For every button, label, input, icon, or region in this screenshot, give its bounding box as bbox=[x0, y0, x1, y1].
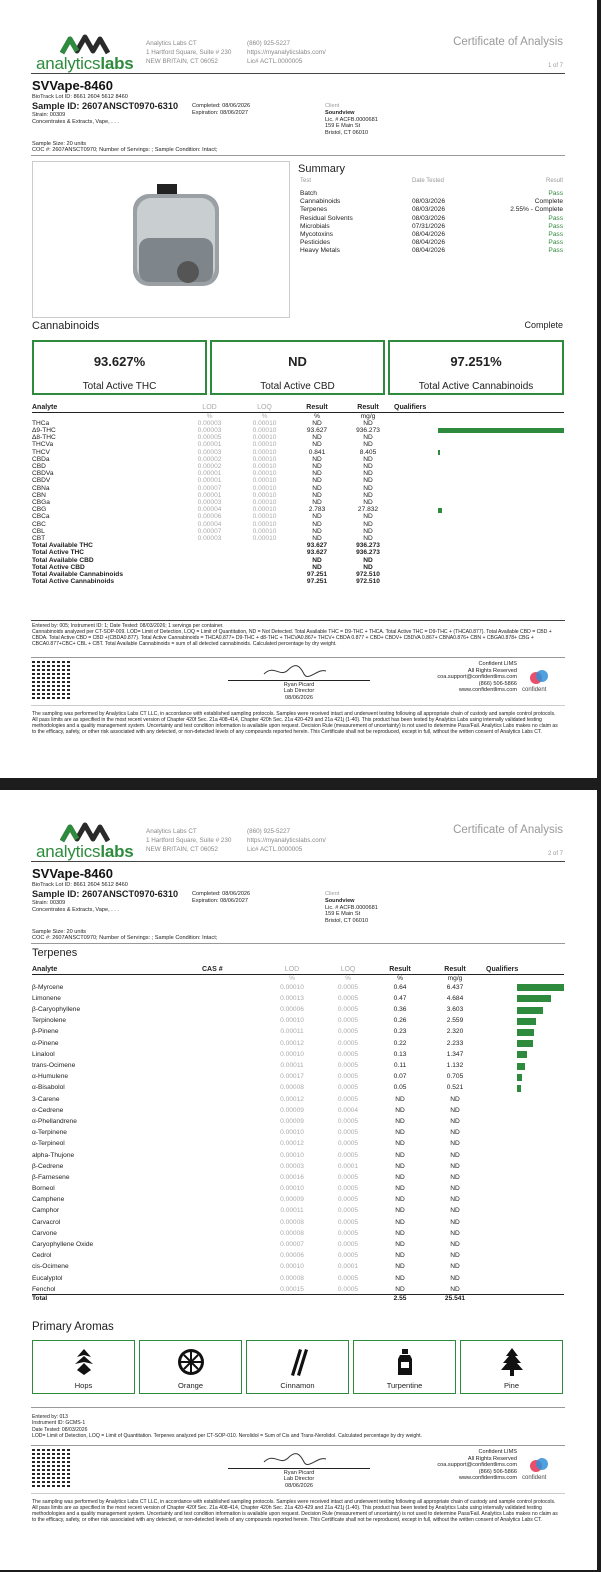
client-info: Client Soundview Lic. # ACFB.0000681 159 E Main St Bristol, CT 06010 bbox=[325, 891, 378, 925]
table-row: α-Pinene 0.00012 0.0005 0.22 2.233 bbox=[32, 1039, 464, 1047]
turpentine-icon bbox=[354, 1341, 455, 1382]
result-bar bbox=[517, 1040, 533, 1047]
lab-address: Analytics Labs CT 1 Hartford Square, Suite # 230 NEW BRITAIN, CT 06052 bbox=[146, 828, 232, 853]
expiration-date: Expiration: 08/06/2027 bbox=[192, 898, 248, 904]
cannabinoid-notes: Entered by: 005; Instrument ID: 1; Date Tested: 08/03/2026; 1 servings per container. Cannabinoids analyzed per CT-SOP-009. LOD= Limit of Detection, LOQ = Limit of Quantitation, ND = Not Detected. Total Available THC = D9-THC + THCA. Total Active THC = D9-THC + (THCA0.877). Total Available CBD = CBD + CBDA. Total Active CBD = CBD +(CBDA0.877). Total Active Cannabinoids = THCA0.877+ D9-THC + d8-THC + THCVA0.867+ THCV+ CBDA 0.877 + CBD+ CBDV+ CBDVA 0.867+ CBNA0.876+ CBN + CBGA0.878+ CBG + CBCA0.877+CBC+ CBL + CBT. Total Available Cannabinoids = sum of all detected cannabinoids. Calculated percentage by dry weight. bbox=[32, 623, 552, 647]
category: Concentrates & Extracts, Vape, . . . bbox=[32, 119, 119, 125]
table-row: CBCa 0.00006 0.00010 ND ND bbox=[32, 513, 373, 521]
confident-brand: confident bbox=[522, 1475, 547, 1481]
client-info: Client Soundview Lic. # ACFB.0000681 159 E Main St Bristol, CT 06010 bbox=[325, 103, 378, 137]
summary-row: Residual Solvents 08/03/2026 Pass bbox=[300, 214, 563, 222]
coa-page-1 bbox=[0, 0, 597, 778]
summary-row: Terpenes 08/03/2026 2.55% - Complete bbox=[300, 206, 563, 214]
summary-title: Summary bbox=[298, 163, 346, 175]
total-row: Total Available THC 93.627 936.273 bbox=[32, 542, 380, 550]
strain: Strain: 00309 bbox=[32, 900, 66, 906]
table-row: Δ8-THC 0.00005 0.00010 ND ND bbox=[32, 434, 373, 442]
sample-size: Sample Size: 20 units bbox=[32, 929, 87, 935]
qr-code[interactable] bbox=[32, 661, 70, 699]
terpene-notes: Entered by: 013 Instrument ID: GCMS-1 Date Tested: 08/03/2026 LOD= Limit of Detection, LOQ = Limit of Quantitation. Terpenes analyzed per CT-SOP-010. Nerolidol = Sum of Cis and Trans-Nerolidol. Calculated percentage by dry weight. bbox=[32, 1414, 422, 1440]
table-row: Borneol 0.00010 0.0005 ND ND bbox=[32, 1185, 460, 1193]
summary-row: Pesticides 08/04/2026 Pass bbox=[300, 239, 563, 247]
table-row: α-Terpinene 0.00010 0.0005 ND ND bbox=[32, 1129, 460, 1137]
summary-row: Cannabinoids 08/03/2026 Complete bbox=[300, 198, 563, 206]
table-row: β-Pinene 0.00011 0.0005 0.23 2.320 bbox=[32, 1028, 464, 1036]
confident-logo-icon bbox=[528, 1456, 550, 1474]
signature-block: Ryan Picard Lab Director 08/06/2026 bbox=[283, 1470, 315, 1489]
table-row: β-Cedrene 0.00003 0.0001 ND ND bbox=[32, 1162, 460, 1170]
terpenes-title: Terpenes bbox=[32, 947, 78, 959]
result-bar bbox=[517, 1074, 522, 1081]
table-row: Camphor 0.00011 0.0005 ND ND bbox=[32, 1207, 460, 1215]
result-bar bbox=[517, 1029, 534, 1036]
page-number: 1 of 7 bbox=[547, 63, 563, 69]
logo-wordmark: analyticslabs bbox=[36, 54, 134, 73]
disclaimer: The sampling was performed by Analytics Labs CT LLC, in accordance with established sampling protocols. Samples were received intact and underwent testing following all appropriate chain of custody and sample control protocols. All pass limits are as specified in the most recent version of Chapter 420f Sec. 21a 408-414, Chapter 420h Sec. 21a 420-429 and 21a 421j (1-40). This product has been tested by Analytics Labs using internally validated testing methodologies and a quality management system. Uncertainty and test condition information is available upon request. Decision Rule (measurement of uncertainty) is not used to determine Pass/Fail. Analytics Labs makes no claim as to the efficacy, safety, or other risk associated with any detected, or non-detected levels of any compounds reported herein. This Certificate shall not be reproduced, except in full, without the written consent of Analytics Labs CT. bbox=[32, 1499, 558, 1523]
signature-image bbox=[260, 662, 330, 680]
biotrack-id: BioTrack Lot ID: 8661 2604 5612 8460 bbox=[32, 94, 128, 100]
total-row: Total Available Cannabinoids 97.251 972.510 bbox=[32, 570, 380, 578]
table-row: cis-Ocimene 0.00010 0.0001 ND ND bbox=[32, 1263, 460, 1271]
table-row: Linalool 0.00010 0.0005 0.13 1.347 bbox=[32, 1050, 464, 1058]
sample-id: Sample ID: 2607ANSCT0970-6310 bbox=[32, 889, 179, 899]
lab-url-link[interactable]: https://myanalyticslabs.com/ bbox=[247, 49, 326, 56]
table-row: CBT 0.00003 0.00010 ND ND bbox=[32, 534, 373, 542]
analytics-labs-logo-icon bbox=[60, 33, 110, 55]
units-row: % % % mg/g bbox=[206, 412, 376, 420]
cannabinoids-status: Complete bbox=[524, 320, 563, 330]
table-row: α-Phellandrene 0.00009 0.0005 ND ND bbox=[32, 1117, 460, 1125]
coc-info: COC #: 2607ANSCT0970; Number of Servings: ; Sample Condition: Intact; bbox=[32, 935, 218, 941]
table-row: CBGa 0.00003 0.00010 ND ND bbox=[32, 498, 373, 506]
table-row: Camphene 0.00009 0.0005 ND ND bbox=[32, 1196, 460, 1204]
sample-id: Sample ID: 2607ANSCT0970-6310 bbox=[32, 101, 179, 111]
orange-icon bbox=[140, 1341, 241, 1382]
divider bbox=[31, 73, 565, 74]
table-row: CBC 0.00004 0.00010 ND ND bbox=[32, 520, 373, 528]
result-bar bbox=[517, 995, 551, 1002]
table-row: Eucalyptol 0.00008 0.0005 ND ND bbox=[32, 1274, 460, 1282]
strain: Strain: 00309 bbox=[32, 112, 66, 118]
qr-code[interactable] bbox=[32, 1449, 70, 1487]
table-row: Fenchol 0.00015 0.0005 ND ND bbox=[32, 1285, 460, 1293]
total-row: Total Active THC 93.627 936.273 bbox=[32, 549, 380, 557]
table-row: α-Bisabolol 0.00008 0.0005 0.05 0.521 bbox=[32, 1084, 464, 1092]
cinnamon-icon bbox=[247, 1341, 348, 1382]
lab-address: Analytics Labs CT 1 Hartford Square, Suite # 230 NEW BRITAIN, CT 06052 bbox=[146, 40, 232, 65]
aroma-orange: Orange bbox=[139, 1340, 242, 1394]
coc-info: COC #: 2607ANSCT0970; Number of Servings: ; Sample Condition: Intact; bbox=[32, 147, 218, 153]
table-row: CBL 0.00007 0.00010 ND ND bbox=[32, 527, 373, 535]
aroma-hops: Hops bbox=[32, 1340, 135, 1394]
table-row: trans-Ocimene 0.00011 0.0005 0.11 1.132 bbox=[32, 1062, 464, 1069]
table-row: 3-Carene 0.00012 0.0005 ND ND bbox=[32, 1095, 460, 1103]
table-row: THCVa 0.00001 0.00010 ND ND bbox=[32, 441, 373, 449]
table-row: Cedrol 0.00006 0.0005 ND ND bbox=[32, 1252, 460, 1260]
pine-icon bbox=[461, 1341, 562, 1382]
doc-title: Certificate of Analysis bbox=[453, 36, 563, 48]
biotrack-id: BioTrack Lot ID: 8661 2604 5612 8460 bbox=[32, 882, 128, 888]
result-bar bbox=[438, 508, 442, 513]
total-active-cbd-box: ND Total Active CBD bbox=[210, 340, 385, 395]
doc-title: Certificate of Analysis bbox=[453, 824, 563, 836]
units-row: % % % mg/g bbox=[289, 974, 463, 982]
table-row: CBN 0.00001 0.00010 ND ND bbox=[32, 491, 373, 499]
coa-page-2 bbox=[0, 790, 597, 1570]
result-bar bbox=[517, 1018, 536, 1025]
table-row: Terpinolene 0.00010 0.0005 0.26 2.559 bbox=[32, 1017, 464, 1025]
table-row: Carvone 0.00008 0.0005 ND ND bbox=[32, 1229, 460, 1237]
disclaimer: The sampling was performed by Analytics Labs CT LLC, in accordance with established sampling protocols. Samples were received intact and underwent testing following all appropriate chain of custody and sample control protocols. All pass limits are as specified in the most recent version of Chapter 420f Sec. 21a 408-414, Chapter 420h Sec. 21a 420-429 and 21a 421j (1-40). This product has been tested by Analytics Labs using internally validated testing methodologies and a quality management system. Uncertainty and test condition information is available upon request. Decision Rule (measurement of uncertainty) is not used to determine Pass/Fail. Analytics Labs makes no claim as to the efficacy, safety, or other risk associated with any detected, or non-detected levels of any compounds reported herein. This Certificate shall not be reproduced, except in full, without the written consent of Analytics Labs CT. bbox=[32, 711, 558, 735]
table-row: Limonene 0.00013 0.0005 0.47 4.684 bbox=[32, 994, 464, 1002]
table-row: CBDV 0.00001 0.00010 ND ND bbox=[32, 477, 373, 485]
confident-logo-icon bbox=[528, 668, 550, 686]
table-row: Δ9-THC 0.00003 0.00010 93.627 936.273 bbox=[32, 426, 380, 434]
result-bar bbox=[517, 1063, 525, 1070]
total-active-cannabinoids-box: 97.251% Total Active Cannabinoids bbox=[388, 340, 564, 395]
confident-lims-info: Confident LIMS All Rights Reserved coa.support@confidentlims.com (866) 506-5866 www.confidentlims.com bbox=[437, 661, 517, 694]
result-bar bbox=[438, 428, 564, 433]
table-row: CBNa 0.00007 0.00010 ND ND bbox=[32, 484, 373, 492]
lab-url-link[interactable]: https://myanalyticslabs.com/ bbox=[247, 837, 326, 844]
product-name: SVVape-8460 bbox=[32, 866, 113, 881]
result-bar bbox=[517, 1085, 521, 1092]
signature-block: Ryan Picard Lab Director 08/06/2026 bbox=[283, 682, 315, 701]
signature-image bbox=[260, 1450, 330, 1468]
table-row: alpha-Thujone 0.00010 0.0005 ND ND bbox=[32, 1151, 460, 1159]
page-number: 2 of 7 bbox=[547, 851, 563, 857]
lab-contact: (860) 925-5227 https://myanalyticslabs.com/ Lic# ACTL.0000005 bbox=[247, 40, 326, 65]
total-row: Total Active CBD ND ND bbox=[32, 563, 373, 571]
cannabinoids-title: Cannabinoids bbox=[32, 320, 100, 332]
total-row: Total 2.55 25.541 bbox=[32, 1295, 564, 1303]
total-active-thc-box: 93.627% Total Active THC bbox=[32, 340, 207, 395]
product-name: SVVape-8460 bbox=[32, 78, 113, 93]
table-row: Caryophyllene Oxide 0.00007 0.0005 ND ND bbox=[32, 1241, 460, 1248]
analytics-labs-logo-icon bbox=[60, 821, 110, 843]
table-row: Carvacrol 0.00008 0.0005 ND ND bbox=[32, 1218, 460, 1226]
category: Concentrates & Extracts, Vape, . . . bbox=[32, 907, 119, 913]
completed-date: Completed: 08/06/2026 bbox=[192, 891, 251, 897]
summary-row: Microbials 07/31/2026 Pass bbox=[300, 222, 563, 230]
product-image bbox=[32, 161, 290, 318]
terpenes-table: Analyte CAS # LOD LOQ Result Result Qualifiers % % % mg/g β-Myrcene 0.00010 0.0005 0.64 6.437 Limonene 0.00013 0.0005 0.47 4.684 β-Caryophyllene 0.00006 0.0005 0.36 3.603 Terpinolene 0.00010 0.0005 0.26 2.559 β-Pinene 0.00011 0.0005 0.23 2.320 α-Pinene 0.00012 0.0005 0.22 2.233 Linalool 0.00010 0.0005 0.13 1.347 trans-Ocimene 0.00011 0.0005 0.11 1.132 α-Humulene 0.00017 0.0005 0.07 0.705 α-Bisabolol 0.00008 0.0005 0.05 0.521 3-Carene 0.00012 0.0005 ND ND α-Cedrene 0.00009 0.0004 ND ND α-Phellandrene 0.00009 0.0005 ND ND α-Terpinene 0.00010 0.0005 ND ND α-Terpineol 0.00012 0.0005 ND ND alpha-Thujone 0.00010 0.0005 ND ND β-Cedrene 0.00003 0.0001 ND ND β-Farnesene 0.00016 0.0005 ND ND Borneol 0.00010 0.0005 ND ND Camphene 0.00009 0.0005 ND ND Camphor 0.00011 0.0005 ND ND Carvacrol 0.00008 0.0005 ND ND Carvone 0.00008 0.0005 ND ND Caryophyllene Oxide 0.00007 0.0005 ND ND Cedrol 0.00006 0.0005 ND ND cis-Ocimene 0.00010 0.0001 ND ND Eucalyptol 0.00008 0.0005 ND ND Fenchol 0.00015 0.0005 ND ND Total 2.55 25.541 bbox=[32, 965, 564, 1303]
table-row: β-Myrcene 0.00010 0.0005 0.64 6.437 bbox=[32, 983, 464, 991]
table-row: THCV 0.00003 0.00010 0.841 8.405 bbox=[32, 448, 377, 456]
result-bar bbox=[438, 450, 440, 455]
aroma-turpentine: Turpentine bbox=[353, 1340, 456, 1394]
primary-aromas-title: Primary Aromas bbox=[32, 1321, 114, 1333]
expiration-date: Expiration: 08/06/2027 bbox=[192, 110, 248, 116]
logo-wordmark: analyticslabs bbox=[36, 842, 134, 861]
summary-row: Batch Pass bbox=[300, 190, 563, 197]
result-bar bbox=[517, 1051, 527, 1058]
summary-header: Test Date Tested Result bbox=[300, 178, 563, 184]
table-row: CBG 0.00004 0.00010 2.783 27.832 bbox=[32, 506, 379, 514]
total-row: Total Available CBD ND ND bbox=[32, 556, 373, 564]
sample-size: Sample Size: 20 units bbox=[32, 141, 87, 147]
hops-icon bbox=[33, 1341, 134, 1382]
table-row: CBDVa 0.00001 0.00010 ND ND bbox=[32, 470, 373, 478]
table-row: α-Humulene 0.00017 0.0005 0.07 0.705 bbox=[32, 1073, 464, 1081]
total-row: Total Active Cannabinoids 97.251 972.510 bbox=[32, 578, 380, 586]
table-row: α-Cedrene 0.00009 0.0004 ND ND bbox=[32, 1106, 460, 1114]
table-row: α-Terpineol 0.00012 0.0005 ND ND bbox=[32, 1140, 460, 1148]
confident-brand: confident bbox=[522, 687, 547, 693]
result-bar bbox=[517, 984, 564, 991]
aroma-cinnamon: Cinnamon bbox=[246, 1340, 349, 1394]
lab-contact: (860) 925-5227 https://myanalyticslabs.com/ Lic# ACTL.0000005 bbox=[247, 828, 326, 853]
table-row: CBDa 0.00002 0.00010 ND ND bbox=[32, 455, 373, 463]
cannabinoids-table: Analyte LOD LOQ Result Result Qualifiers % % % mg/g THCa 0.00003 0.00010 ND ND Δ9-THC 0.00003 0.00010 93.627 936.273 Δ8-THC 0.00005 0.00010 ND ND THCVa 0.00001 0.00010 ND ND THCV 0.00003 0.00010 0.841 8.405 CBDa 0.00002 0.00010 ND ND CBD 0.00002 0.00010 ND ND CBDVa 0.00001 0.00010 ND ND CBDV 0.00001 0.00010 ND ND CBNa 0.00007 0.00010 ND ND CBN 0.00001 0.00010 ND ND CBGa 0.00003 0.00010 ND ND CBG 0.00004 0.00010 2.783 27.832 CBCa 0.00006 0.00010 ND ND CBC 0.00004 0.00010 ND ND CBL 0.00007 0.00010 ND ND CBT 0.00003 0.00010 ND ND Total Available THC 93.627 936.273 Total Active THC 93.627 936.273 Total Available CBD ND ND Total Active CBD ND ND Total Available Cannabinoids 97.251 972.510 Total Active Cannabinoids 97.251 972.510 bbox=[32, 403, 564, 585]
summary-row: Mycotoxins 08/04/2026 Pass bbox=[300, 231, 563, 238]
table-row: CBD 0.00002 0.00010 ND ND bbox=[32, 462, 373, 470]
summary-row: Heavy Metals 08/04/2026 Pass bbox=[300, 247, 563, 255]
result-bar bbox=[517, 1007, 543, 1014]
table-row: β-Farnesene 0.00016 0.0005 ND ND bbox=[32, 1173, 460, 1181]
aroma-pine: Pine bbox=[460, 1340, 563, 1394]
table-row: THCa 0.00003 0.00010 ND ND bbox=[32, 419, 373, 427]
table-row: β-Caryophyllene 0.00006 0.0005 0.36 3.603 bbox=[32, 1006, 464, 1014]
completed-date: Completed: 08/06/2026 bbox=[192, 103, 251, 109]
confident-lims-info: Confident LIMS All Rights Reserved coa.support@confidentlims.com (866) 506-5866 www.confidentlims.com bbox=[437, 1449, 517, 1482]
